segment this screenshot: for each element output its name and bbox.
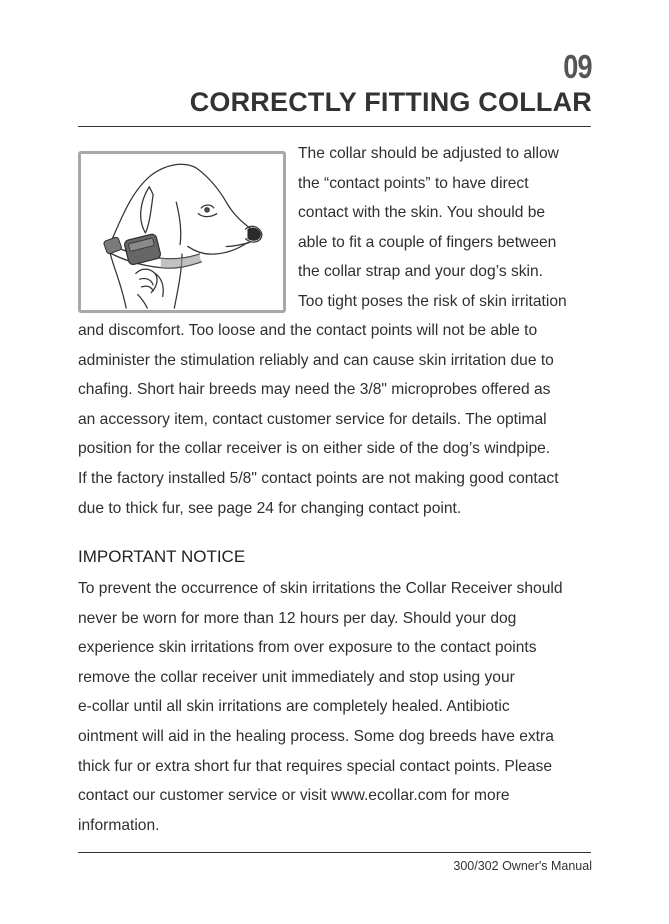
intro-side-text: The collar should be adjusted to allow the “contact points” to have direct contact with the skin. You should be able to fit a couple of fingers between the collar strap and your dog’s skin. Too tight poses the risk of skin irritation bbox=[298, 145, 567, 310]
notice-text: To prevent the occurrence of skin irritations the Collar Receiver should never be worn for more than 12 hours per day. Should your dog experience skin irritations from over exposure to the contact points remove the collar receiver unit immediately and stop using your e-collar until all skin irritations are completely healed. Antibiotic ointment will aid in the healing process. Some dog breeds have extra thick fur or extra short fur that requires special contact points. Please contact our customer service or visit www.ecollar.com for more information. bbox=[78, 580, 563, 834]
footer-rule bbox=[78, 852, 591, 853]
notice-heading: IMPORTANT NOTICE bbox=[78, 547, 246, 566]
intro-full-text: and discomfort. Too loose and the contact points will not be able to administer the stimulation reliably and can cause skin irritation due to chafing. Short hair breeds may need the 3/8" microprobes offered as an accessory item, contact customer service for details. The optimal position for the collar receiver is on either side of the dog’s windpipe. If the factory installed 5/8" contact points are not making good contact due to thick fur, see page 24 for changing contact point. bbox=[78, 322, 559, 517]
page-title: CORRECTLY FITTING COLLAR bbox=[189, 87, 592, 117]
footer-text: 300/302 Owner's Manual bbox=[453, 859, 592, 873]
header-rule bbox=[78, 126, 591, 127]
dog-collar-figure bbox=[78, 151, 286, 313]
dog-collar-illustration bbox=[81, 154, 283, 310]
page-number: 09 bbox=[563, 48, 592, 85]
